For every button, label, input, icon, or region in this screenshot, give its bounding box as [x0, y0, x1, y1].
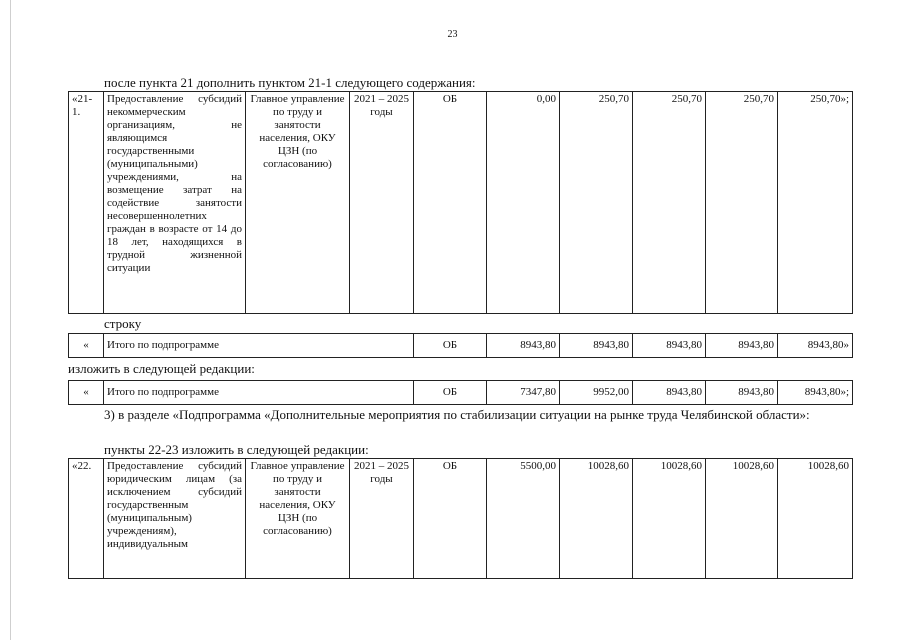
event-name: Предоставление субсидий некоммерческим организациям, не являющимся государственными (муниципальными) учреждениями, на возмещение затрат на содействие занятости несовершеннолетних граждан в возрасте от 14 до 18 лет, находящихся в трудной жизненной ситуации [104, 92, 246, 314]
total-label: Итого по подпрограмме [104, 381, 414, 405]
funding-source: ОБ [414, 381, 487, 405]
value-cell: 10028,60 [706, 459, 778, 579]
value-cell: 10028,60 [560, 459, 633, 579]
intro-text: после пункта 21 дополнить пунктом 21-1 следующего содержания: [104, 75, 476, 90]
value-cell: 8943,80» [778, 334, 853, 358]
value-cell: 250,70»; [778, 92, 853, 314]
edit-text: изложить в следующей редакции: [68, 361, 255, 376]
page-edge [10, 0, 11, 640]
executor: Главное управление по труду и занятости населения, ОКУ ЦЗН (по согласованию) [246, 92, 350, 314]
funding-source: ОБ [414, 92, 487, 314]
section-paragraph: 3) в разделе «Подпрограмма «Дополнительные мероприятия по стабилизации ситуации на рынке труда Челябинской области»: [104, 407, 810, 422]
quote-mark: « [69, 334, 104, 358]
period: 2021 – 2025 годы [350, 92, 414, 314]
value-cell: 9952,00 [560, 381, 633, 405]
value-cell: 8943,80»; [778, 381, 853, 405]
table-total-old [68, 333, 853, 358]
value-cell: 8943,80 [706, 381, 778, 405]
quote-mark: « [69, 381, 104, 405]
value-cell: 250,70 [633, 92, 706, 314]
page-number: 23 [447, 29, 458, 40]
value-cell: 250,70 [560, 92, 633, 314]
value-cell: 10028,60 [778, 459, 853, 579]
period: 2021 – 2025 годы [350, 459, 414, 579]
row-number: «21-1. [69, 92, 104, 314]
stroku-text: строку [104, 316, 142, 331]
value-cell: 7347,80 [487, 381, 560, 405]
table-row-21-1 [68, 91, 853, 314]
event-name: Предоставление субсидий юридическим лицам (за исключением субсидий государственным (муниципальным) учреждениям), индивидуальным [104, 459, 246, 579]
value-cell: 5500,00 [487, 459, 560, 579]
funding-source: ОБ [414, 334, 487, 358]
points-text: пункты 22-23 изложить в следующей редакции: [104, 442, 369, 457]
value-cell: 250,70 [706, 92, 778, 314]
value-cell: 8943,80 [487, 334, 560, 358]
table-total-new [68, 380, 853, 405]
value-cell: 10028,60 [633, 459, 706, 579]
row-number: «22. [69, 459, 104, 579]
value-cell: 8943,80 [706, 334, 778, 358]
value-cell: 8943,80 [633, 381, 706, 405]
total-label: Итого по подпрограмме [104, 334, 414, 358]
value-cell: 0,00 [487, 92, 560, 314]
value-cell: 8943,80 [560, 334, 633, 358]
value-cell: 8943,80 [633, 334, 706, 358]
funding-source: ОБ [414, 459, 487, 579]
executor: Главное управление по труду и занятости населения, ОКУ ЦЗН (по согласованию) [246, 459, 350, 579]
table-row-22 [68, 458, 853, 579]
